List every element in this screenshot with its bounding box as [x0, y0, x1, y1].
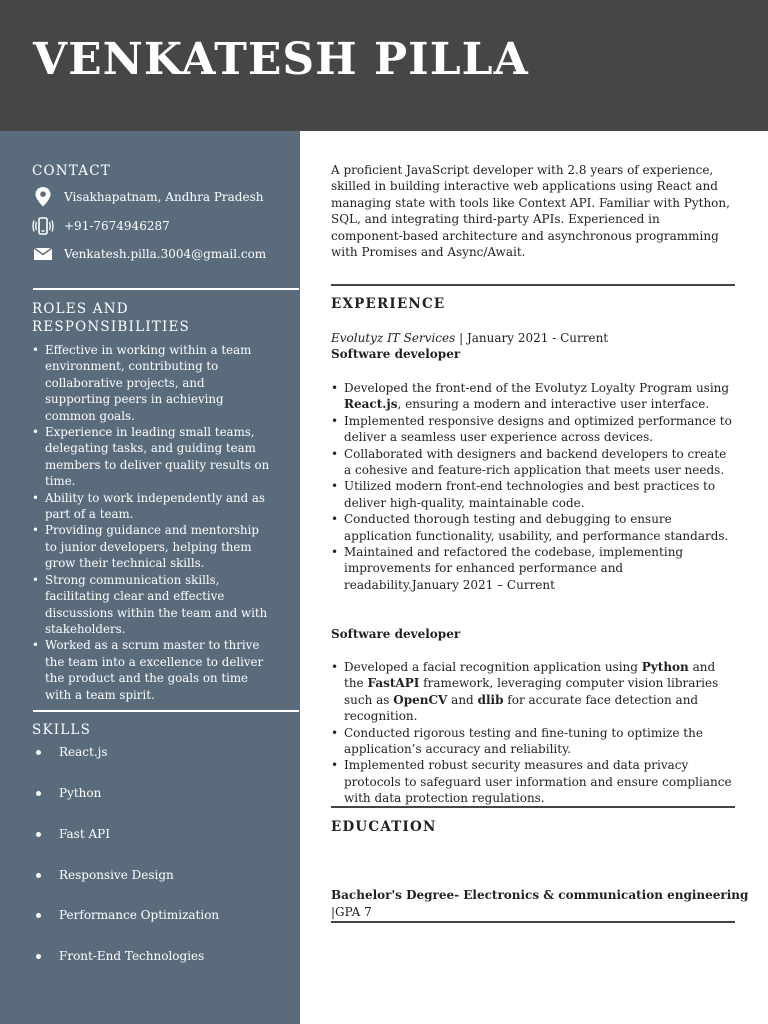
list-item: • Providing guidance and mentorship to junior developers, helping them grow their technical skills. — [32, 522, 272, 571]
list-item: • Developed the front-end of the Evolutyz Loyalty Program using React.js, ensuring a modern and interactive user interface. — [331, 380, 735, 413]
phone-text: +91-7674946287 — [64, 219, 170, 233]
list-item: • Effective in working within a team environment, contributing to collaborative projects, and supporting peers in achieving common goals. — [32, 342, 272, 424]
skill-item — [36, 827, 110, 841]
list-item: • Strong communication skills, facilitating clear and effective discussions within the team and with stakeholders. — [32, 572, 272, 638]
job-title: Software developer — [331, 627, 461, 641]
experience-heading: EXPERIENCE — [331, 296, 446, 312]
candidate-name: VENKATESH PILLA — [33, 34, 529, 85]
section-divider — [331, 921, 735, 923]
sidebar-divider — [33, 288, 299, 290]
skill-label: Python — [59, 786, 102, 800]
contact-phone — [32, 216, 170, 236]
company-line — [331, 331, 608, 345]
phone-icon — [32, 216, 54, 236]
list-item: • Implemented robust security measures and data privacy protocols to safeguard user information and ensure compliance with data protection regulations. — [331, 757, 735, 806]
skill-label: Fast API — [59, 827, 110, 841]
contact-heading: CONTACT — [32, 163, 111, 179]
location-pin-icon — [32, 187, 54, 207]
location-text: Visakhapatnam, Andhra Pradesh — [64, 190, 264, 204]
header-banner — [0, 0, 768, 131]
email-text[interactable]: Venkatesh.pilla.3004@gmail.com — [64, 247, 267, 261]
skill-label: Front-End Technologies — [59, 949, 205, 963]
bold-term: OpenCV — [393, 692, 448, 707]
skill-label: Performance Optimization — [59, 908, 220, 922]
list-item: • Conducted rigorous testing and fine-tuning to optimize the application’s accuracy and reliability. — [331, 725, 735, 758]
skill-label: React.js — [59, 745, 108, 759]
employment-period: January 2021 - Current — [466, 331, 609, 345]
roles-heading-line2: RESPONSIBILITIES — [32, 319, 191, 335]
bullet-icon — [36, 913, 41, 918]
profile-summary: A proficient JavaScript developer with 2.8 years of experience, skilled in building interactive web applications using React and managing state with tools like Context API. Familiar with Python, SQL, and integrating third-party APIs. Experienced in component-based architecture and asynchronous programming with Promises and Async/Await. — [331, 163, 730, 260]
list-item: • Utilized modern front-end technologies and best practices to deliver high-quality, maintainable code. — [331, 478, 735, 511]
bold-term: dlib — [477, 692, 504, 707]
bullet-icon — [36, 750, 41, 755]
role1-bullets — [331, 380, 735, 593]
separator: | — [455, 331, 467, 345]
skills-heading: SKILLS — [32, 722, 92, 738]
main-column — [300, 131, 768, 1024]
list-item: • Implemented responsive designs and optimized performance to deliver a seamless user experience across devices. — [331, 413, 735, 446]
bullet-icon — [36, 873, 41, 878]
bold-term: React.js — [344, 397, 398, 412]
list-item: • Conducted thorough testing and debugging to ensure application functionality, usability, and performance standards. — [331, 511, 735, 544]
bullet-icon — [36, 791, 41, 796]
list-item: • Collaborated with designers and backend developers to create a cohesive and feature-rich application that meets user needs. — [331, 446, 735, 479]
degree: Bachelor's Degree- Electronics & communication engineering — [331, 888, 749, 902]
section-divider — [331, 806, 735, 808]
sidebar-divider — [33, 710, 299, 712]
contact-email — [32, 244, 266, 264]
list-item: • Maintained and refactored the codebase, implementing improvements for enhanced performance and readability.January 2021 – Current — [331, 544, 735, 593]
list-item: • Ability to work independently and as part of a team. — [32, 490, 272, 523]
mail-icon — [32, 244, 54, 264]
job-title: Software developer — [331, 347, 461, 361]
sidebar — [0, 131, 300, 1024]
skill-item — [36, 868, 174, 882]
education-heading: EDUCATION — [331, 819, 437, 835]
bullet-icon — [36, 832, 41, 837]
skill-item — [36, 949, 204, 963]
skill-item — [36, 908, 219, 922]
skill-label: Responsive Design — [59, 868, 174, 882]
list-item: • Experience in leading small teams, delegating tasks, and guiding team members to deliver quality results on time. — [32, 424, 272, 490]
roles-heading — [32, 300, 190, 336]
bold-term: Python — [641, 660, 689, 674]
list-item: • Worked as a scrum master to thrive the team into a excellence to deliver the product and the goals on time with a team spirit. — [32, 637, 272, 703]
roles-list — [32, 342, 272, 703]
gpa: |GPA 7 — [331, 905, 372, 919]
company-name: Evolutyz IT Services — [331, 331, 456, 345]
section-divider — [331, 284, 735, 286]
list-item: • Developed a facial recognition application using Python and the FastAPI framework, leveraging computer vision libraries such as OpenCV and dlib for accurate face detection and recognition. — [331, 659, 735, 725]
roles-heading-line1: ROLES AND — [32, 301, 129, 317]
contact-location — [32, 187, 263, 207]
skill-item — [36, 745, 108, 759]
bold-term: FastAPI — [367, 676, 420, 691]
bullet-icon — [36, 954, 41, 959]
role2-bullets — [331, 659, 735, 807]
skill-item — [36, 786, 101, 800]
